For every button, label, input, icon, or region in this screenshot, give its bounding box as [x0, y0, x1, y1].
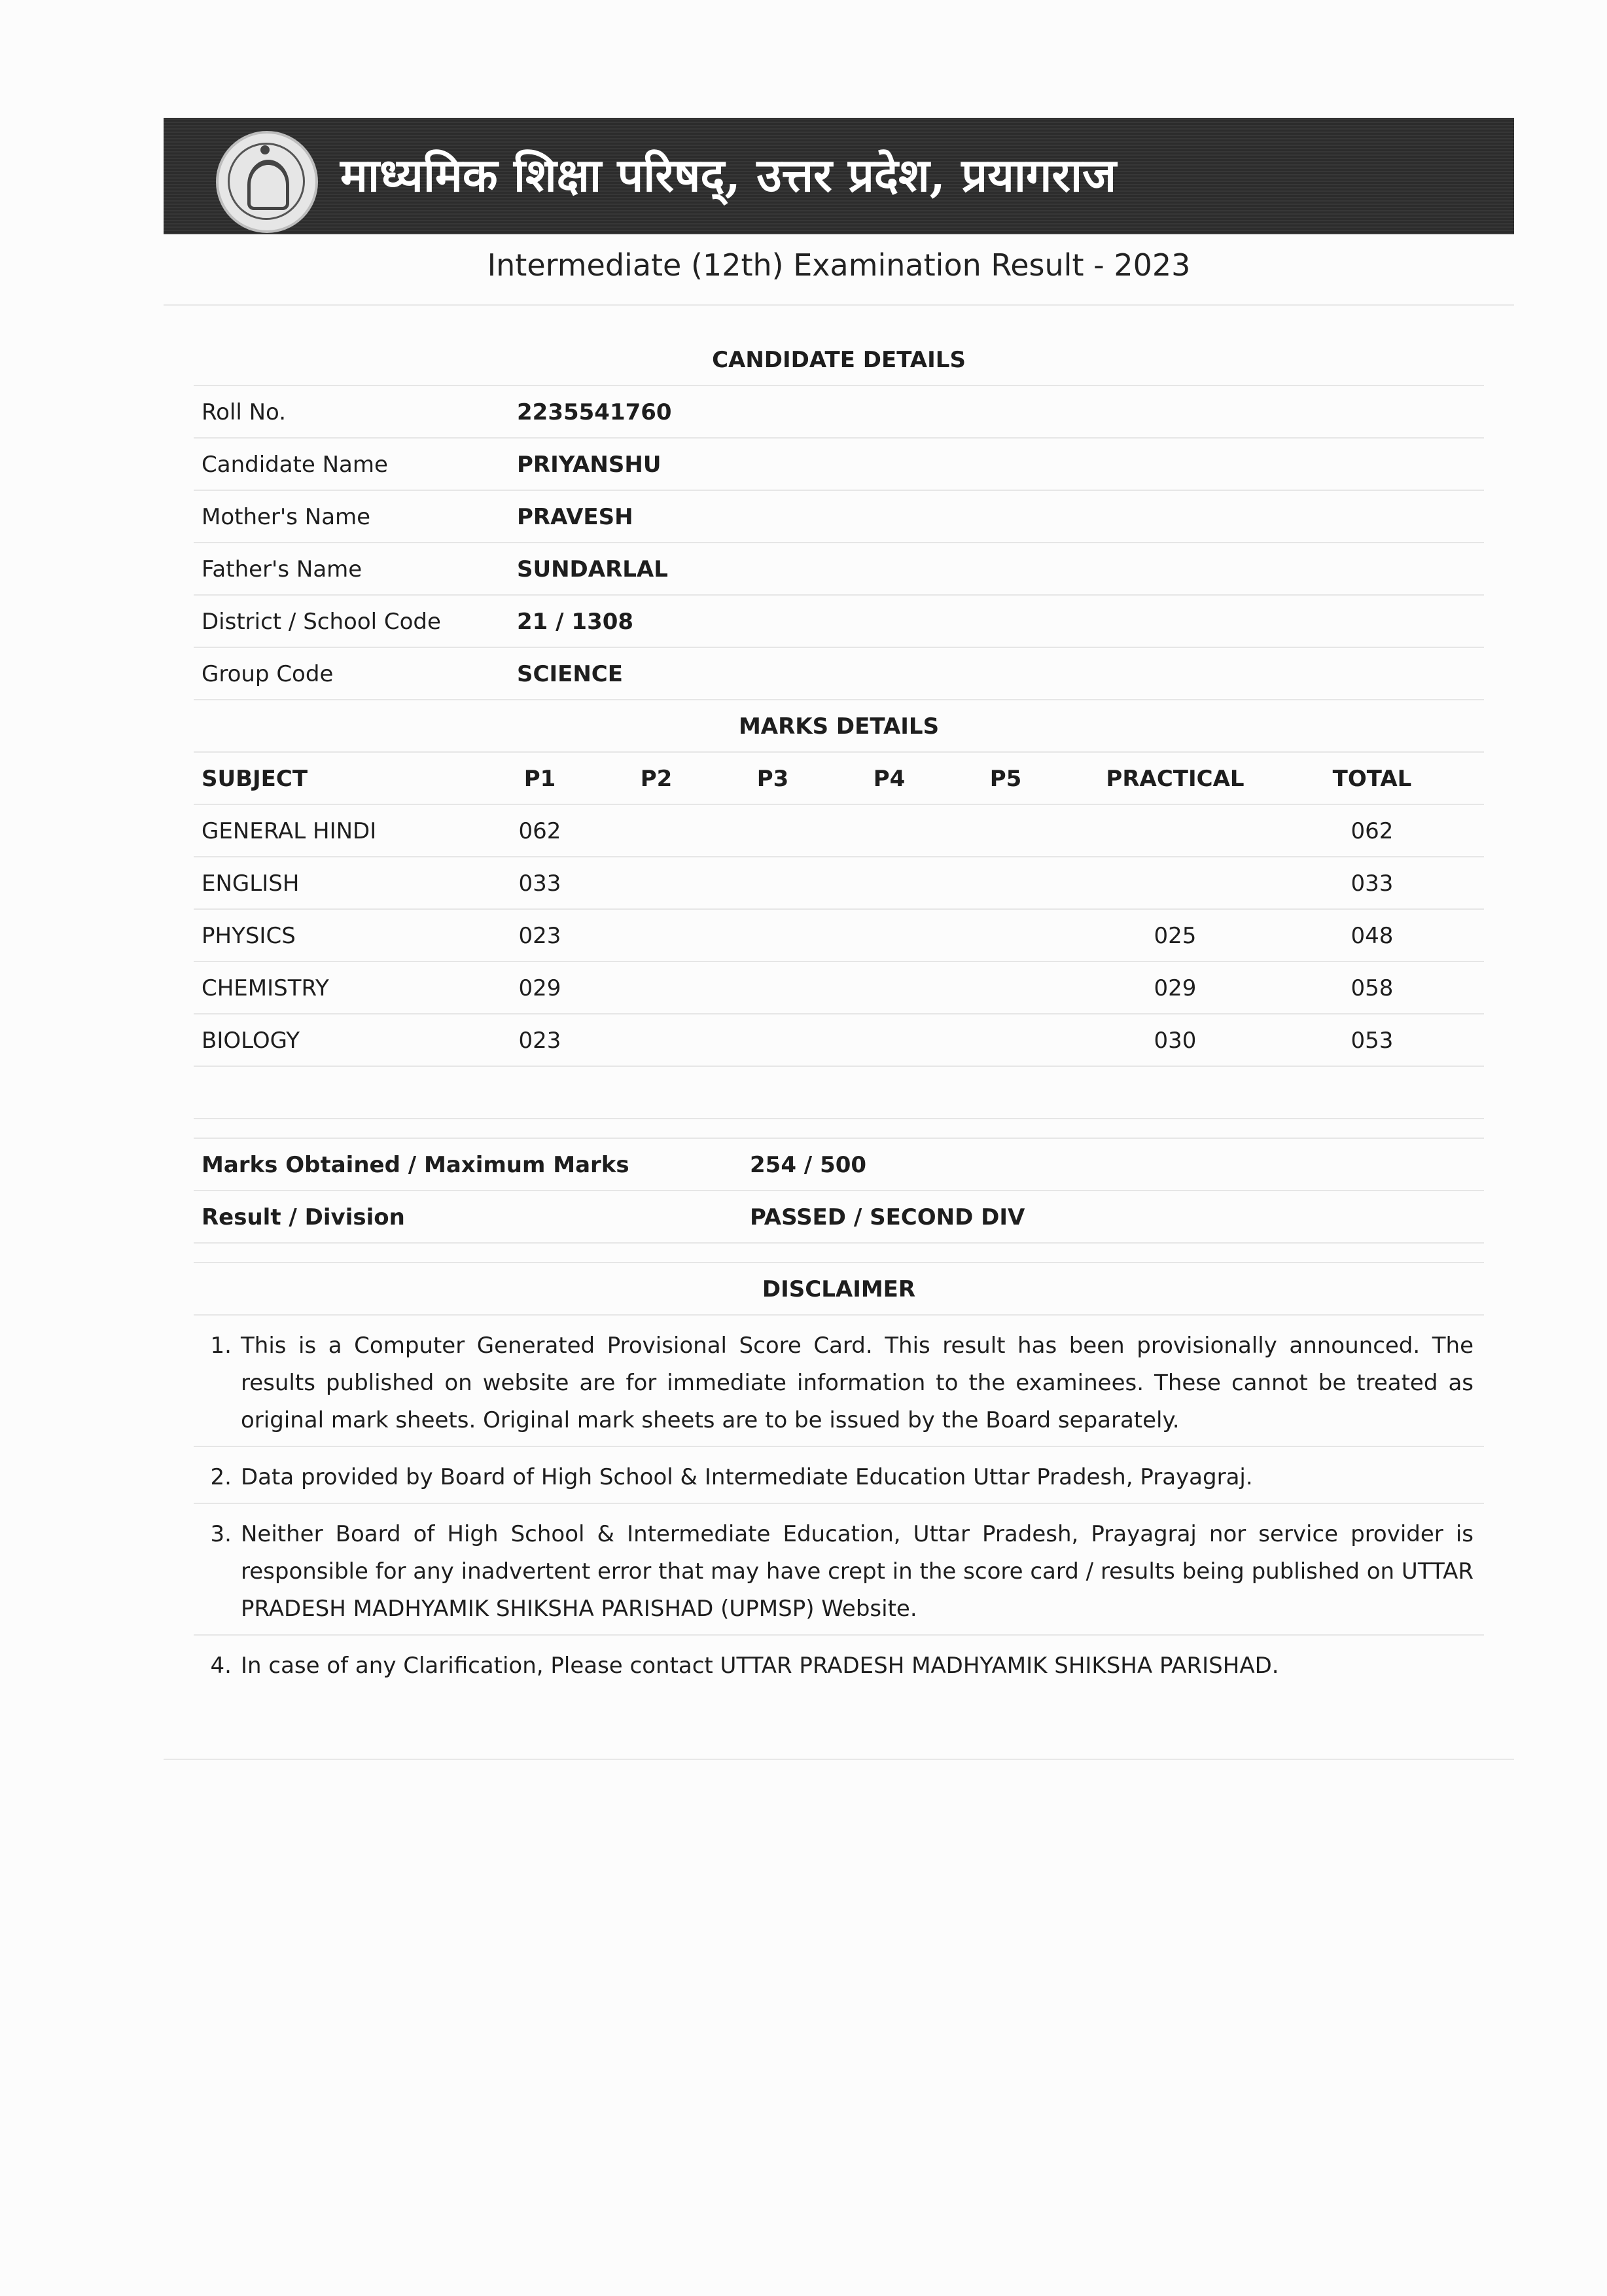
- p5-cell: [947, 805, 1064, 856]
- p2-cell: [598, 910, 715, 961]
- subject-cell: BIOLOGY: [202, 1028, 300, 1054]
- practical-cell: 029: [1154, 975, 1197, 1001]
- p5-cell: [947, 962, 1064, 1013]
- item-number: 4.: [210, 1653, 232, 1679]
- field-value: 21 / 1308: [517, 609, 634, 635]
- p2-cell: [598, 857, 715, 908]
- p1-cell: 033: [518, 870, 561, 897]
- p3-cell: [715, 805, 831, 856]
- column-header: P1: [523, 766, 556, 792]
- practical-cell: 030: [1154, 1028, 1197, 1054]
- p2-cell: [598, 962, 715, 1013]
- table-row: [194, 1014, 1484, 1067]
- result-division-row: [194, 1191, 1484, 1244]
- result-content: [194, 334, 1484, 1691]
- candidate-row-group-code: [194, 648, 1484, 700]
- p4-cell: [831, 805, 947, 856]
- field-value: 2235541760: [517, 399, 672, 425]
- subject-cell: PHYSICS: [202, 923, 296, 949]
- candidate-details-heading: CANDIDATE DETAILS: [194, 334, 1484, 386]
- field-label: Candidate Name: [202, 452, 388, 478]
- field-label: Group Code: [202, 661, 334, 687]
- p4-cell: [831, 962, 947, 1013]
- exam-title: Intermediate (12th) Examination Result - 2023: [487, 247, 1191, 283]
- candidate-row-name: [194, 439, 1484, 491]
- total-cell: 053: [1351, 1028, 1394, 1054]
- item-text: Neither Board of High School & Intermediate Education, Uttar Pradesh, Prayagraj nor service provider is responsible for any inadvertent error that may have crept in the score card / results being published on UTTAR PRADESH MADHYAMIK SHIKSHA PARISHAD (UPMSP) Website.: [241, 1521, 1474, 1622]
- column-header: PRACTICAL: [1106, 766, 1245, 792]
- table-row: [194, 857, 1484, 910]
- field-label: District / School Code: [202, 609, 441, 635]
- subject-cell: CHEMISTRY: [202, 975, 329, 1001]
- total-cell: 058: [1351, 975, 1394, 1001]
- table-row: [194, 962, 1484, 1014]
- practical-cell: [1064, 805, 1286, 856]
- marks-obtained-label: Marks Obtained / Maximum Marks: [202, 1152, 629, 1178]
- field-label: Roll No.: [202, 399, 287, 425]
- p5-cell: [947, 857, 1064, 908]
- field-value: SCIENCE: [517, 661, 623, 687]
- candidate-row-district-school: [194, 596, 1484, 648]
- p3-cell: [715, 1014, 831, 1066]
- column-header: P5: [989, 766, 1022, 792]
- disclaimer-list: [194, 1316, 1484, 1691]
- field-label: Father's Name: [202, 556, 362, 583]
- p1-cell: 062: [518, 818, 561, 844]
- list-item: [194, 1447, 1484, 1504]
- item-text: This is a Computer Generated Provisional Score Card. This result has been provisionally announced. The results published on website are for immediate information to the examinees. These cannot be treated as original mark sheets. Original mark sheets are to be issued by the Board separately.: [241, 1333, 1474, 1433]
- candidate-row-mother-name: [194, 491, 1484, 543]
- candidate-row-father-name: [194, 543, 1484, 596]
- total-cell: 033: [1351, 870, 1394, 897]
- item-number: 2.: [210, 1464, 232, 1490]
- board-emblem-icon: [216, 131, 318, 233]
- p5-cell: [947, 1014, 1064, 1066]
- table-spacer-row: [194, 1067, 1484, 1119]
- practical-cell: [1064, 857, 1286, 908]
- item-number: 3.: [210, 1521, 232, 1547]
- p3-cell: [715, 857, 831, 908]
- p2-cell: [598, 805, 715, 856]
- item-text: In case of any Clarification, Please contact UTTAR PRADESH MADHYAMIK SHIKSHA PARISHAD.: [241, 1653, 1279, 1679]
- p1-cell: 023: [518, 1028, 561, 1054]
- field-label: Mother's Name: [202, 504, 371, 530]
- item-number: 1.: [210, 1333, 232, 1359]
- marks-obtained-value: 254 / 500: [750, 1152, 867, 1178]
- subject-cell: GENERAL HINDI: [202, 818, 377, 844]
- candidate-row-roll-no: [194, 386, 1484, 439]
- p4-cell: [831, 1014, 947, 1066]
- board-name: माध्यमिक शिक्षा परिषद्, उत्तर प्रदेश, प्रयागराज: [340, 148, 1117, 202]
- p1-cell: 029: [518, 975, 561, 1001]
- p1-cell: 023: [518, 923, 561, 949]
- marks-header-row: [194, 753, 1484, 805]
- p3-cell: [715, 962, 831, 1013]
- list-item: [194, 1316, 1484, 1447]
- table-row: [194, 910, 1484, 962]
- field-value: PRAVESH: [517, 504, 633, 530]
- practical-cell: 025: [1154, 923, 1197, 949]
- p2-cell: [598, 1014, 715, 1066]
- column-header: P3: [756, 766, 789, 792]
- result-division-label: Result / Division: [202, 1204, 405, 1230]
- field-value: SUNDARLAL: [517, 556, 668, 583]
- list-item: [194, 1504, 1484, 1636]
- disclaimer-heading: DISCLAIMER: [194, 1262, 1484, 1316]
- result-division-value: PASSED / SECOND DIV: [750, 1204, 1025, 1230]
- list-item: [194, 1636, 1484, 1691]
- table-row: [194, 805, 1484, 857]
- p3-cell: [715, 910, 831, 961]
- item-text: Data provided by Board of High School & Intermediate Education Uttar Pradesh, Prayagraj.: [241, 1464, 1253, 1490]
- column-header: TOTAL: [1332, 766, 1412, 792]
- column-header: SUBJECT: [202, 766, 308, 792]
- column-header: P4: [873, 766, 906, 792]
- header-banner: [164, 118, 1514, 234]
- result-document: [164, 118, 1514, 1757]
- total-cell: 048: [1351, 923, 1394, 949]
- subject-cell: ENGLISH: [202, 870, 300, 897]
- column-header: P2: [640, 766, 673, 792]
- marks-obtained-row: [194, 1138, 1484, 1191]
- marks-details-heading: MARKS DETAILS: [194, 700, 1484, 753]
- p4-cell: [831, 910, 947, 961]
- total-cell: 062: [1351, 818, 1394, 844]
- p5-cell: [947, 910, 1064, 961]
- p4-cell: [831, 857, 947, 908]
- field-value: PRIYANSHU: [517, 452, 662, 478]
